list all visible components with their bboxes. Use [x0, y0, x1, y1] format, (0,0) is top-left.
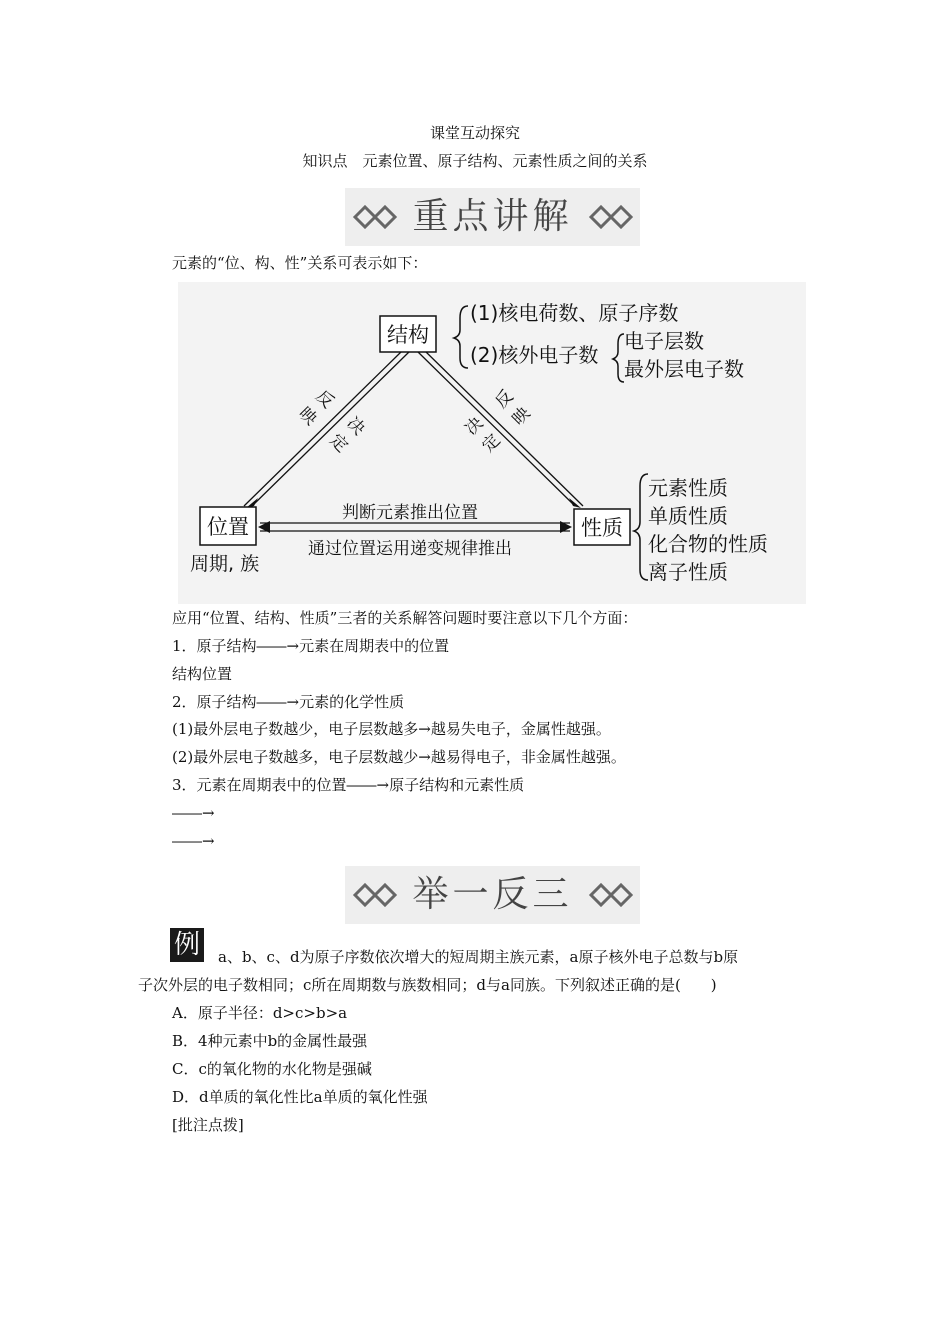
note-item-3: 3．元素在周期表中的位置――→原子结构和元素性质: [172, 776, 525, 794]
option-c: C．c的氧化物的水化物是强碱: [172, 1060, 372, 1078]
right-edge-inner-2: 定: [478, 430, 505, 457]
option-d: D．d单质的氧化性比a单质的氧化性强: [172, 1088, 428, 1106]
property-item-2: 单质性质: [648, 504, 728, 528]
examples-title: 举一反三: [412, 874, 573, 915]
position-label: 位置: [207, 515, 249, 539]
right-edge-outer-2: 映: [508, 403, 535, 430]
intro-text: 元素的“位、构、性”关系可表示如下：: [172, 254, 428, 272]
bottom-arrow-label: 通过位置运用递变规律推出: [308, 539, 512, 559]
left-edge-outer-2: 映: [294, 403, 321, 430]
left-edge-inner-2: 定: [325, 430, 352, 457]
note-arrow-1: ――→: [172, 804, 215, 822]
example-badge: 例: [170, 928, 204, 962]
right-edge-outer-1: 反: [491, 386, 518, 413]
left-edge-outer-1: 反: [311, 386, 338, 413]
section-subtitle: 知识点 元素位置、原子结构、元素性质之间的关系: [302, 152, 648, 170]
right-edge-inner-1: 决: [461, 413, 488, 440]
position-note: 周期, 族: [190, 553, 260, 575]
note-item-1-sub: 结构位置: [172, 665, 233, 683]
note-item-1: 1．原子结构――→元素在周期表中的位置: [172, 637, 450, 655]
note-arrow-2: ――→: [172, 832, 215, 850]
structure-item-1: (1)核电荷数、原子序数: [470, 301, 679, 325]
annotation-label: [批注点拨]: [172, 1116, 244, 1134]
top-arrow-label: 判断元素推出位置: [342, 503, 478, 523]
left-edge-inner-1: 决: [342, 413, 369, 440]
electron-item-2: 最外层电子数: [624, 357, 744, 381]
electron-brace: [613, 334, 624, 382]
property-item-3: 化合物的性质: [648, 532, 768, 556]
double-diamond-right-icon: [581, 205, 633, 229]
property-item-1: 元素性质: [648, 476, 728, 500]
option-a: A．原子半径：d>c>b>a: [172, 1004, 348, 1022]
properties-brace: [634, 474, 648, 580]
structure-item-2: (2)核外电子数: [470, 343, 599, 367]
notes-lead: 应用“位置、结构、性质”三者的关系解答问题时要注意以下几个方面：: [172, 609, 638, 627]
electron-item-1: 电子层数: [624, 329, 704, 353]
note-item-2: 2．原子结构――→元素的化学性质: [172, 693, 405, 711]
example-question-line-1: a、b、c、d为原子序数依次增大的短周期主族元素，a原子核外电子总数与b原: [218, 948, 739, 966]
examples-banner: [345, 866, 640, 924]
structure-label: 结构: [387, 323, 429, 347]
note-item-2b: (2)最外层电子数越多，电子层数越少→越易得电子，非金属性越强。: [172, 748, 626, 766]
property-item-4: 离子性质: [648, 560, 728, 584]
structure-brace: [454, 306, 468, 368]
relation-diagram: [178, 282, 806, 604]
example-question-line-2: 子次外层的电子数相同；c所在周期数与族数相同；d与a同族。下列叙述正确的是( ): [138, 976, 717, 994]
page-title: 课堂互动探究: [429, 124, 520, 142]
properties-label: 性质: [581, 516, 623, 540]
option-b: B．4种元素中b的金属性最强: [172, 1032, 368, 1050]
note-item-2a: (1)最外层电子数越少，电子层数越多→越易失电子，金属性越强。: [172, 720, 611, 738]
double-diamond-right-icon: [581, 883, 633, 907]
key-points-title: 重点讲解: [412, 196, 573, 237]
key-points-banner: [345, 188, 640, 246]
